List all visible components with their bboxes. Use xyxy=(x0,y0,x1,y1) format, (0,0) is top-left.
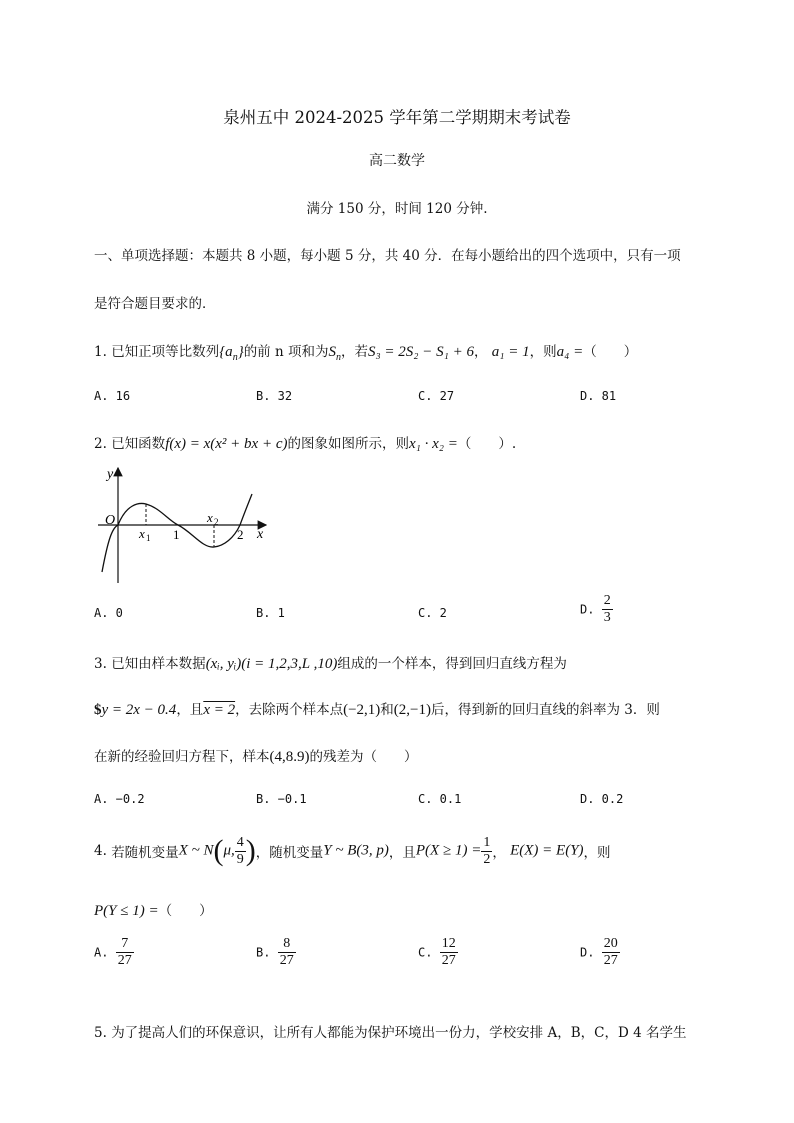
math-x-dist: X ~ N xyxy=(178,842,214,859)
option-a xyxy=(94,936,134,969)
option-b: B. 1 xyxy=(256,606,285,620)
question-text: 后，得到新的回归直线的斜率为 3．则 xyxy=(431,702,660,718)
option-a: A. 16 xyxy=(94,389,131,403)
exam-info: 满分 150 分，时间 120 分钟. xyxy=(306,201,488,217)
math-expectation: E(X) = E(Y) xyxy=(510,842,584,859)
separator: ， xyxy=(492,845,506,861)
question-3-line2 xyxy=(94,698,660,719)
math-point-3: (4,8.9) xyxy=(269,749,310,765)
option-c: C. 27 xyxy=(418,389,455,403)
question-text: 的图象如图所示，则 xyxy=(287,436,409,452)
math-regression-eq: y = 2x − 0.4 xyxy=(101,702,177,718)
question-text: ，若 xyxy=(340,344,368,360)
option-label: D. xyxy=(580,945,595,960)
answer-blank: （ ） xyxy=(158,903,213,919)
option-d xyxy=(580,936,620,969)
math-y-dist: Y ~ B(3, p) xyxy=(323,842,389,859)
question-text: 在新的经验回归方程下，样本 xyxy=(94,749,270,765)
y-label: y xyxy=(107,467,114,482)
fraction: $\frac{4}{9}$ xyxy=(236,834,244,867)
fraction: $\frac{12}{27}$ xyxy=(441,936,456,968)
separator: ， xyxy=(473,344,488,360)
option-b: B. 32 xyxy=(256,389,293,403)
option-c xyxy=(418,936,458,969)
option-label: B. xyxy=(256,945,271,960)
question-2 xyxy=(94,432,516,453)
tick-label-2: 2 xyxy=(237,527,244,542)
question-text: ，且 xyxy=(176,702,204,718)
fraction: $\frac{20}{27}$ xyxy=(603,936,618,968)
function-graph xyxy=(94,460,270,588)
question-4-line2 xyxy=(94,899,213,920)
question-text: 和 xyxy=(380,702,394,718)
question-text: ，则 xyxy=(583,845,611,861)
x2-subscript: 2 xyxy=(214,517,219,527)
math-prob-y: P(Y ≤ 1) = xyxy=(94,903,159,919)
question-text: 已知正项等比数列 xyxy=(111,344,220,360)
question-text: ，则 xyxy=(529,344,557,360)
math-point-1: (−2,1) xyxy=(343,702,381,718)
option-a: A. −0.2 xyxy=(94,792,145,806)
question-text: 若随机变量 xyxy=(111,845,179,861)
origin-label: O xyxy=(105,513,116,528)
math-sum: $S_n$ xyxy=(328,344,341,363)
option-b: B. −0.1 xyxy=(256,792,307,806)
fraction: $\frac{8}{27}$ xyxy=(279,936,294,968)
math-sequence: $\{a_n\}$ xyxy=(219,344,244,363)
answer-blank: （ ）. xyxy=(457,436,517,452)
question-5 xyxy=(94,1021,686,1041)
x2-label: x xyxy=(207,510,213,525)
math-prob: P(X ≥ 1) = xyxy=(415,842,482,859)
question-text: ，随机变量 xyxy=(255,845,324,861)
x1-label: x xyxy=(139,526,145,541)
fraction: $\frac{2}{3}$ xyxy=(603,593,611,625)
tick-label-1: 1 xyxy=(173,527,180,542)
question-text: ，且 xyxy=(388,845,416,861)
question-number: 2. xyxy=(94,436,107,452)
exam-title: 泉州五中 2024-2025 学年第二学期期末考试卷 xyxy=(223,108,571,127)
question-1 xyxy=(94,340,637,363)
math-condition: S₃ = 2S₂ − S₁ + 6 xyxy=(367,344,474,360)
fraction: $\frac{7}{27}$ xyxy=(117,936,132,968)
question-4-line1 xyxy=(94,834,611,868)
option-label: A. xyxy=(94,945,109,960)
question-text: 为了提高人们的环保意识，让所有人都能为保护环境出一份力，学校安排 A，B，C，D 4 名学生 xyxy=(111,1025,687,1041)
answer-blank: （ ） xyxy=(583,344,638,360)
math-sample-pair: (xᵢ, yᵢ)(i = 1,2,3,L ,10) xyxy=(205,656,338,672)
option-label: D. xyxy=(580,602,595,617)
option-a: A. 0 xyxy=(94,606,123,620)
section-heading-line2: 是符合题目要求的． xyxy=(94,296,216,312)
regression-symbol: $ xyxy=(94,702,102,718)
question-text: 的残差为（ ） xyxy=(309,749,418,765)
question-number: 3. xyxy=(94,656,107,672)
section-heading-line1: 一、单项选择题：本题共 8 小题，每小题 5 分，共 40 分．在每小题给出的四个选项中，只有一项 xyxy=(94,248,681,264)
math-function: f(x) = x(x² + bx + c) xyxy=(165,436,288,452)
paren-left: ( xyxy=(213,834,224,867)
question-text: ，去除两个样本点 xyxy=(235,702,344,718)
math-point-2: (2,−1) xyxy=(393,702,431,718)
x-label: x xyxy=(257,527,264,542)
question-3-line3 xyxy=(94,745,418,766)
paren-right: ) xyxy=(245,834,256,867)
option-label: C. xyxy=(418,945,433,960)
question-3-line1 xyxy=(94,652,567,673)
question-number: 1. xyxy=(94,344,107,360)
math-a4: a₄ = xyxy=(556,344,584,360)
option-d xyxy=(580,593,613,626)
math-mu: μ, xyxy=(223,842,235,859)
option-c: C. 0.1 xyxy=(418,792,462,806)
math-product: x₁ · x₂ = xyxy=(409,436,458,452)
question-text: 已知由样本数据 xyxy=(111,656,206,672)
question-text: 组成的一个样本，得到回归直线方程为 xyxy=(337,656,567,672)
option-b xyxy=(256,936,296,969)
question-text: 的前 n 项和为 xyxy=(243,344,329,360)
question-text: 已知函数 xyxy=(111,436,166,452)
option-c: C. 2 xyxy=(418,606,447,620)
math-a1: a₁ = 1 xyxy=(491,344,530,360)
math-xbar: x = 2 xyxy=(203,702,236,718)
fraction: $\frac{1}{2}$ xyxy=(483,834,491,867)
question-number: 5. xyxy=(94,1025,107,1041)
option-d: D. 81 xyxy=(580,389,617,403)
question-number: 4. xyxy=(94,843,107,859)
option-d: D. 0.2 xyxy=(580,792,624,806)
x1-subscript: 1 xyxy=(146,533,151,543)
exam-subject: 高二数学 xyxy=(369,153,425,169)
